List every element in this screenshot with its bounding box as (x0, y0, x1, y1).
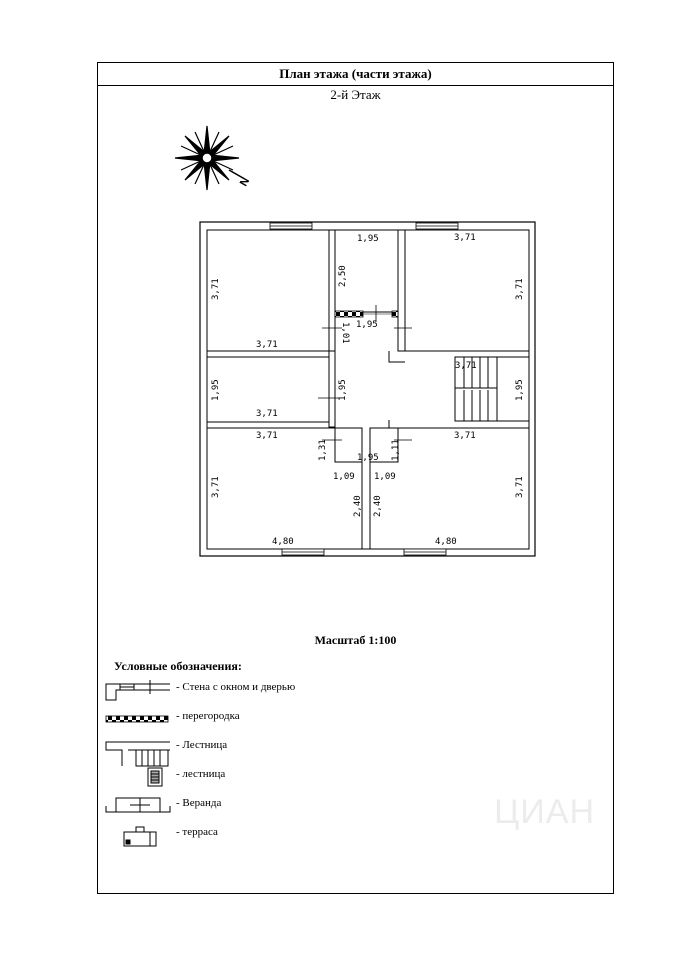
dim-hall-h: 1,95 (338, 379, 348, 401)
dim-stair-h: 1,95 (515, 379, 525, 401)
legend-label-veranda: - Веранда (176, 797, 222, 809)
legend-label-terrace: - терраса (176, 826, 218, 838)
plan-title: План этажа (части этажа) (98, 63, 613, 86)
scale-label: Масштаб 1:100 (314, 633, 397, 647)
dim-bl-room-h: 3,71 (211, 476, 221, 498)
dim-corr-top-w: 1,95 (357, 234, 379, 244)
partition-wall (335, 311, 363, 317)
dim-lower-hall-w: 1,95 (357, 453, 379, 463)
room-top-right (405, 230, 529, 351)
dim-ml-room-h: 1,95 (211, 379, 221, 401)
dim-br-room-h: 3,71 (515, 476, 525, 498)
dim-br-room-w: 4,80 (435, 537, 457, 547)
dim-left-wing-h: 2,40 (353, 495, 363, 517)
dim-bl-room-w-top: 3,71 (256, 431, 278, 441)
dim-stair-w: 3,71 (455, 361, 477, 371)
compass-north-label: N (237, 175, 253, 189)
legend-symbol-partition (106, 716, 168, 722)
legend-label-staircase: - Лестница (176, 739, 228, 751)
legend-label-partition: - перегородка (176, 710, 240, 722)
rooms (207, 230, 529, 549)
dim-right-gap-w: 1,09 (374, 472, 396, 482)
dim-br-room-w-top: 3,71 (454, 431, 476, 441)
legend-symbol-veranda (106, 798, 170, 812)
dim-corr-top-h: 2,50 (338, 265, 348, 287)
room-bottom-left (207, 428, 362, 549)
dim-door-h: 1,01 (340, 322, 350, 344)
legend-symbol-staircase (106, 742, 170, 766)
dim-left-niche-h: 1,31 (318, 439, 328, 461)
dim-left-gap-w: 1,09 (333, 472, 355, 482)
legend-symbol-ladder (148, 768, 162, 786)
dim-bl-room-w: 4,80 (272, 537, 294, 547)
room-top-left (207, 230, 329, 351)
legend-symbol-wall (106, 680, 170, 700)
watermark: ЦИАН (494, 793, 595, 831)
dim-partition-w: 1,95 (356, 320, 378, 330)
dim-right-niche-h: 1,11 (391, 439, 401, 461)
dim-ml-room-w: 3,71 (256, 409, 278, 419)
legend-label-ladder: - лестница (176, 768, 226, 780)
legend-label-wall: - Стена с окном и дверью (176, 681, 296, 693)
dim-right-wing-h: 2,40 (373, 495, 383, 517)
floor-label: 2-й Этаж (330, 87, 381, 102)
dim-tl-room-h: 3,71 (211, 278, 221, 300)
dim-tl-room-w: 3,71 (256, 340, 278, 350)
legend-symbol-terrace (124, 827, 156, 846)
legend-title: Условные обозначения: (114, 659, 242, 673)
dim-tr-room-w: 3,71 (454, 233, 476, 243)
compass-icon (175, 126, 252, 190)
dim-tr-room-h: 3,71 (515, 278, 525, 300)
partition-wall-end (392, 311, 398, 317)
